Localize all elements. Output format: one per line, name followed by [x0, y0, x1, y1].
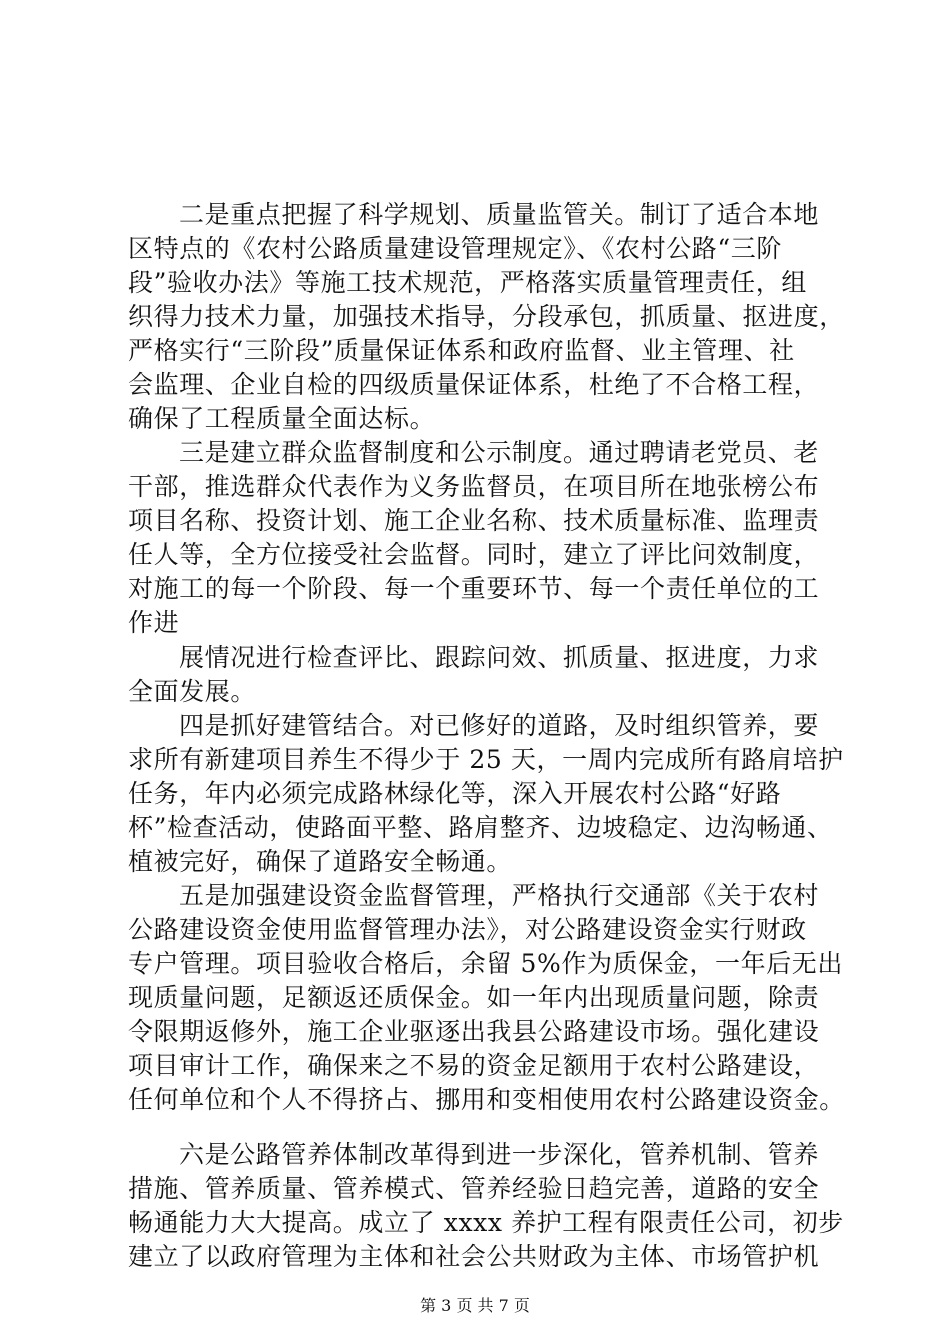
paragraph-4-line: 任务，年内必须完成路林绿化等，深入开展农村公路“好路	[128, 779, 782, 808]
paragraph-2-line: 会监理、企业自检的四级质量保证体系，杜绝了不合格工程，	[128, 370, 820, 399]
paragraph-3-line: 项目名称、投资计划、施工企业名称、技术质量标准、监理责	[128, 506, 820, 535]
paragraph-3-line: 三是建立群众监督制度和公示制度。通过聘请老党员、老	[179, 438, 820, 467]
paragraph-6-line: 六是公路管养体制改革得到进一步深化，管养机制、管养	[179, 1140, 820, 1169]
page-number-footer: 第 3 页 共 7 页	[420, 1296, 530, 1315]
paragraph-3-line: 任人等，全方位接受社会监督。同时，建立了评比问效制度，	[128, 540, 820, 569]
paragraph-3b-line: 全面发展。	[128, 677, 257, 706]
paragraph-5-line: 项目审计工作，确保来之不易的资金足额用于农村公路建设，	[128, 1051, 820, 1080]
paragraph-3-line: 作进	[128, 608, 180, 637]
paragraph-5-line: 任何单位和个人不得挤占、挪用和变相使用农村公路建设资金。	[128, 1085, 845, 1114]
paragraph-2-line: 段”验收办法》等施工技术规范，严格落实质量管理责任，组	[128, 268, 807, 297]
paragraph-3b-line: 展情况进行检查评比、跟踪问效、抓质量、抠进度，力求	[179, 643, 820, 672]
paragraph-6-line: 建立了以政府管理为主体和社会公共财政为主体、市场管护机	[128, 1242, 820, 1271]
paragraph-2-line: 二是重点把握了科学规划、质量监管关。制订了适合本地	[179, 200, 820, 229]
paragraph-5-line: 公路建设资金使用监督管理办法》，对公路建设资金实行财政	[128, 915, 807, 944]
paragraph-4-line: 求所有新建项目养生不得少于 25 天，一周内完成所有路肩培护	[128, 745, 844, 774]
paragraph-3-line: 干部，推选群众代表作为义务监督员，在项目所在地张榜公布	[128, 472, 820, 501]
paragraph-3-line: 对施工的每一个阶段、每一个重要环节、每一个责任单位的工	[128, 574, 820, 603]
paragraph-5-line: 令限期返修外，施工企业驱逐出我县公路建设市场。强化建设	[128, 1017, 820, 1046]
paragraph-2-line: 严格实行“三阶段”质量保证体系和政府监督、业主管理、社	[128, 336, 795, 365]
paragraph-4-line: 四是抓好建管结合。对已修好的道路，及时组织管养，要	[179, 711, 820, 740]
paragraph-4-line: 杯”检查活动，使路面平整、路肩整齐、边坡稳定、边沟畅通、	[128, 813, 833, 842]
paragraph-6-line: 畅通能力大大提高。成立了 xxxx 养护工程有限责任公司，初步	[128, 1208, 844, 1237]
paragraph-2-line: 区特点的《农村公路质量建设管理规定》、《农村公路“三阶	[128, 234, 782, 263]
paragraph-5-line: 现质量问题，足额返还质保金。如一年内出现质量问题，除责	[128, 983, 820, 1012]
paragraph-6-line: 措施、管养质量、管养模式、管养经验日趋完善，道路的安全	[128, 1174, 820, 1203]
paragraph-5-line: 五是加强建设资金监督管理，严格执行交通部《关于农村	[179, 881, 820, 910]
paragraph-4-line: 植被完好，确保了道路安全畅通。	[128, 847, 513, 876]
paragraph-2-line: 确保了工程质量全面达标。	[128, 404, 436, 433]
paragraph-5-line: 专户管理。项目验收合格后，余留 5%作为质保金，一年后无出	[128, 949, 844, 978]
paragraph-2-line: 织得力技术力量，加强技术指导，分段承包，抓质量、抠进度，	[128, 302, 845, 331]
